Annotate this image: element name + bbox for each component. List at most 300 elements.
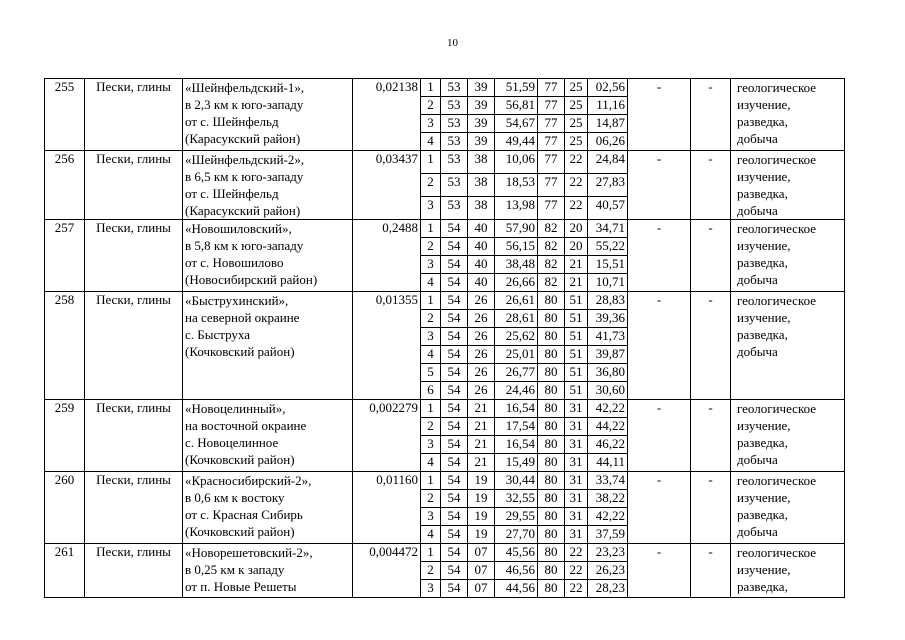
description-line: от с. Шейнфельд <box>185 186 279 201</box>
point-number: 4 <box>421 274 441 292</box>
lat-min: 26 <box>468 310 495 328</box>
lon-sec: 37,59 <box>588 526 628 544</box>
area-value: 0,02138 <box>353 79 421 151</box>
lon-sec: 42,22 <box>588 400 628 418</box>
lon-min: 22 <box>565 151 588 174</box>
lat-sec: 45,56 <box>495 544 538 562</box>
purpose-line: изучение, <box>737 418 791 433</box>
mineral-type: Пески, глины <box>85 220 183 292</box>
lon-deg: 80 <box>538 454 565 472</box>
lon-deg: 80 <box>538 490 565 508</box>
point-number: 2 <box>421 310 441 328</box>
lat-min: 39 <box>468 133 495 151</box>
lat-deg: 53 <box>441 97 468 115</box>
lon-min: 22 <box>565 197 588 220</box>
lon-min: 31 <box>565 490 588 508</box>
lon-deg: 82 <box>538 274 565 292</box>
purpose-line: геологическое <box>737 545 817 560</box>
description-line: (Кочковский район) <box>185 344 295 359</box>
lon-min: 25 <box>565 133 588 151</box>
lat-min: 40 <box>468 256 495 274</box>
point-number: 1 <box>421 220 441 238</box>
point-number: 1 <box>421 472 441 490</box>
point-number: 4 <box>421 454 441 472</box>
lon-deg: 80 <box>538 436 565 454</box>
lat-min: 38 <box>468 151 495 174</box>
lon-deg: 77 <box>538 151 565 174</box>
record-number: 260 <box>45 472 85 544</box>
lon-sec: 27,83 <box>588 174 628 197</box>
purpose-cell <box>731 151 845 220</box>
deposit-description <box>183 79 353 151</box>
purpose-cell <box>731 544 845 598</box>
lon-deg: 77 <box>538 97 565 115</box>
column-dash-2: - <box>691 292 731 400</box>
mineral-type: Пески, глины <box>85 400 183 472</box>
lat-min: 21 <box>468 454 495 472</box>
description-line: от с. Шейнфельд <box>185 114 279 129</box>
lon-deg: 77 <box>538 79 565 97</box>
lat-min: 21 <box>468 400 495 418</box>
record-number: 256 <box>45 151 85 220</box>
purpose-line: изучение, <box>737 490 791 505</box>
lon-min: 51 <box>565 346 588 364</box>
lon-deg: 77 <box>538 197 565 220</box>
area-value: 0,2488 <box>353 220 421 292</box>
lat-min: 39 <box>468 97 495 115</box>
lon-sec: 23,23 <box>588 544 628 562</box>
record-number: 261 <box>45 544 85 598</box>
lat-sec: 25,62 <box>495 328 538 346</box>
purpose-line: разведка, <box>737 186 788 201</box>
point-number: 2 <box>421 238 441 256</box>
point-number: 3 <box>421 256 441 274</box>
purpose-cell <box>731 472 845 544</box>
column-dash-2: - <box>691 400 731 472</box>
lat-min: 26 <box>468 364 495 382</box>
column-dash-2: - <box>691 544 731 598</box>
lat-sec: 16,54 <box>495 400 538 418</box>
lat-min: 39 <box>468 79 495 97</box>
deposit-description <box>183 220 353 292</box>
lon-sec: 44,11 <box>588 454 628 472</box>
lat-deg: 53 <box>441 197 468 220</box>
lat-sec: 54,67 <box>495 115 538 133</box>
record-number: 259 <box>45 400 85 472</box>
lon-sec: 40,57 <box>588 197 628 220</box>
lat-deg: 54 <box>441 310 468 328</box>
description-line: в 6,5 км к юго-западу <box>185 169 304 184</box>
point-number: 5 <box>421 364 441 382</box>
column-dash-2: - <box>691 472 731 544</box>
description-line: от п. Новые Решеты <box>185 579 297 594</box>
lat-sec: 16,54 <box>495 436 538 454</box>
column-dash-2: - <box>691 220 731 292</box>
lat-sec: 26,61 <box>495 292 538 310</box>
lat-deg: 54 <box>441 256 468 274</box>
lon-deg: 77 <box>538 133 565 151</box>
mineral-type: Пески, глины <box>85 544 183 598</box>
lon-min: 51 <box>565 382 588 400</box>
purpose-line: геологическое <box>737 152 817 167</box>
description-line: в 0,6 км к востоку <box>185 490 285 505</box>
purpose-cell <box>731 79 845 151</box>
deposit-table <box>44 78 845 598</box>
lon-sec: 44,22 <box>588 418 628 436</box>
lon-deg: 80 <box>538 544 565 562</box>
lon-min: 31 <box>565 418 588 436</box>
point-number: 1 <box>421 292 441 310</box>
column-dash-1: - <box>628 472 691 544</box>
point-number: 1 <box>421 79 441 97</box>
lon-min: 22 <box>565 174 588 197</box>
point-number: 3 <box>421 328 441 346</box>
deposit-description <box>183 292 353 400</box>
purpose-line: геологическое <box>737 80 817 95</box>
lon-min: 51 <box>565 364 588 382</box>
description-line: от с. Новошилово <box>185 255 284 270</box>
lon-min: 31 <box>565 436 588 454</box>
lon-sec: 28,83 <box>588 292 628 310</box>
lat-sec: 56,15 <box>495 238 538 256</box>
lat-min: 40 <box>468 274 495 292</box>
lat-min: 19 <box>468 508 495 526</box>
description-line: (Карасукский район) <box>185 203 301 218</box>
column-dash-1: - <box>628 220 691 292</box>
lat-deg: 53 <box>441 115 468 133</box>
column-dash-1: - <box>628 79 691 151</box>
deposit-description <box>183 472 353 544</box>
lat-min: 26 <box>468 292 495 310</box>
lon-deg: 80 <box>538 364 565 382</box>
purpose-line: разведка, <box>737 579 788 594</box>
point-number: 4 <box>421 346 441 364</box>
lon-min: 51 <box>565 310 588 328</box>
column-dash-1: - <box>628 292 691 400</box>
lat-min: 40 <box>468 238 495 256</box>
point-number: 2 <box>421 174 441 197</box>
purpose-line: изучение, <box>737 562 791 577</box>
lat-sec: 10,06 <box>495 151 538 174</box>
column-dash-1: - <box>628 400 691 472</box>
purpose-line: разведка, <box>737 114 788 129</box>
lon-sec: 02,56 <box>588 79 628 97</box>
point-number: 3 <box>421 508 441 526</box>
purpose-line: разведка, <box>737 255 788 270</box>
lat-sec: 24,46 <box>495 382 538 400</box>
description-line: от с. Красная Сибирь <box>185 507 303 522</box>
deposit-description <box>183 151 353 220</box>
lat-sec: 29,55 <box>495 508 538 526</box>
lat-sec: 56,81 <box>495 97 538 115</box>
point-number: 1 <box>421 400 441 418</box>
lon-sec: 11,16 <box>588 97 628 115</box>
table-row <box>45 544 845 562</box>
lon-deg: 80 <box>538 526 565 544</box>
lat-deg: 54 <box>441 454 468 472</box>
lat-min: 38 <box>468 197 495 220</box>
lon-sec: 34,71 <box>588 220 628 238</box>
purpose-line: изучение, <box>737 310 791 325</box>
lon-min: 51 <box>565 328 588 346</box>
lat-sec: 27,70 <box>495 526 538 544</box>
lon-min: 31 <box>565 454 588 472</box>
description-line: «Шейнфельдский-2», <box>185 152 305 167</box>
record-number: 255 <box>45 79 85 151</box>
lat-deg: 54 <box>441 364 468 382</box>
lon-sec: 38,22 <box>588 490 628 508</box>
lon-sec: 14,87 <box>588 115 628 133</box>
point-number: 6 <box>421 382 441 400</box>
lat-deg: 54 <box>441 544 468 562</box>
table-row <box>45 472 845 490</box>
lat-min: 21 <box>468 436 495 454</box>
point-number: 4 <box>421 133 441 151</box>
description-line: в 2,3 км к юго-западу <box>185 97 304 112</box>
lat-sec: 38,48 <box>495 256 538 274</box>
lon-sec: 41,73 <box>588 328 628 346</box>
description-line: в 5,8 км к юго-западу <box>185 238 304 253</box>
point-number: 3 <box>421 115 441 133</box>
description-line: на восточной окраине <box>185 418 307 433</box>
lat-deg: 54 <box>441 400 468 418</box>
lat-deg: 54 <box>441 490 468 508</box>
lon-min: 31 <box>565 472 588 490</box>
purpose-line: разведка, <box>737 435 788 450</box>
page-number: 10 <box>447 37 458 49</box>
lon-deg: 77 <box>538 115 565 133</box>
lat-sec: 32,55 <box>495 490 538 508</box>
lon-sec: 46,22 <box>588 436 628 454</box>
lat-min: 26 <box>468 382 495 400</box>
lat-sec: 18,53 <box>495 174 538 197</box>
lat-min: 19 <box>468 472 495 490</box>
purpose-cell <box>731 400 845 472</box>
record-number: 257 <box>45 220 85 292</box>
lon-min: 31 <box>565 400 588 418</box>
purpose-line: добыча <box>737 272 778 287</box>
purpose-cell <box>731 292 845 400</box>
lat-min: 07 <box>468 562 495 580</box>
lat-sec: 25,01 <box>495 346 538 364</box>
area-value: 0,004472 <box>353 544 421 598</box>
lon-deg: 80 <box>538 400 565 418</box>
lon-sec: 39,87 <box>588 346 628 364</box>
lon-deg: 80 <box>538 580 565 598</box>
lon-sec: 42,22 <box>588 508 628 526</box>
lon-deg: 82 <box>538 256 565 274</box>
lat-min: 21 <box>468 418 495 436</box>
lon-min: 31 <box>565 526 588 544</box>
lat-deg: 54 <box>441 562 468 580</box>
lon-sec: 39,36 <box>588 310 628 328</box>
description-line: с. Новоцелинное <box>185 435 279 450</box>
lon-min: 22 <box>565 580 588 598</box>
description-line: (Карасукский район) <box>185 131 301 146</box>
lon-sec: 30,60 <box>588 382 628 400</box>
lon-deg: 82 <box>538 238 565 256</box>
lat-deg: 54 <box>441 526 468 544</box>
lat-deg: 54 <box>441 418 468 436</box>
point-number: 2 <box>421 97 441 115</box>
column-dash-2: - <box>691 151 731 220</box>
lat-deg: 54 <box>441 580 468 598</box>
lon-sec: 28,23 <box>588 580 628 598</box>
area-value: 0,01355 <box>353 292 421 400</box>
lat-sec: 26,77 <box>495 364 538 382</box>
lon-sec: 33,74 <box>588 472 628 490</box>
area-value: 0,03437 <box>353 151 421 220</box>
record-number: 258 <box>45 292 85 400</box>
lat-deg: 54 <box>441 328 468 346</box>
description-line: в 0,25 км к западу <box>185 562 285 577</box>
lon-sec: 26,23 <box>588 562 628 580</box>
lat-min: 40 <box>468 220 495 238</box>
lat-sec: 51,59 <box>495 79 538 97</box>
description-line: «Новошиловский», <box>185 221 292 236</box>
lat-sec: 26,66 <box>495 274 538 292</box>
lon-sec: 55,22 <box>588 238 628 256</box>
lon-deg: 80 <box>538 562 565 580</box>
lat-deg: 54 <box>441 274 468 292</box>
lat-sec: 44,56 <box>495 580 538 598</box>
lon-min: 22 <box>565 562 588 580</box>
table-row <box>45 151 845 174</box>
lat-deg: 54 <box>441 436 468 454</box>
purpose-cell <box>731 220 845 292</box>
lon-deg: 80 <box>538 472 565 490</box>
lon-min: 20 <box>565 238 588 256</box>
purpose-line: изучение, <box>737 169 791 184</box>
column-dash-1: - <box>628 544 691 598</box>
lat-deg: 54 <box>441 346 468 364</box>
lon-deg: 80 <box>538 310 565 328</box>
description-line: с. Быструха <box>185 327 251 342</box>
lon-deg: 80 <box>538 508 565 526</box>
lon-deg: 80 <box>538 382 565 400</box>
description-line: «Быструхинский», <box>185 293 289 308</box>
point-number: 3 <box>421 197 441 220</box>
lat-min: 26 <box>468 328 495 346</box>
table-row <box>45 292 845 310</box>
lon-deg: 80 <box>538 292 565 310</box>
point-number: 1 <box>421 544 441 562</box>
column-dash-2: - <box>691 79 731 151</box>
lat-sec: 28,61 <box>495 310 538 328</box>
lon-deg: 77 <box>538 174 565 197</box>
lon-min: 25 <box>565 97 588 115</box>
table-row <box>45 220 845 238</box>
purpose-line: изучение, <box>737 238 791 253</box>
lat-deg: 53 <box>441 133 468 151</box>
purpose-line: геологическое <box>737 221 817 236</box>
lat-sec: 30,44 <box>495 472 538 490</box>
description-line: «Шейнфельдский-1», <box>185 80 305 95</box>
lat-deg: 54 <box>441 292 468 310</box>
description-line: (Кочковский район) <box>185 452 295 467</box>
lat-sec: 46,56 <box>495 562 538 580</box>
lon-min: 21 <box>565 274 588 292</box>
lon-deg: 80 <box>538 418 565 436</box>
lat-deg: 54 <box>441 382 468 400</box>
lat-sec: 17,54 <box>495 418 538 436</box>
purpose-line: добыча <box>737 203 778 218</box>
lon-deg: 82 <box>538 220 565 238</box>
lat-min: 38 <box>468 174 495 197</box>
lon-deg: 80 <box>538 328 565 346</box>
description-line: «Красносибирский-2», <box>185 473 312 488</box>
point-number: 3 <box>421 580 441 598</box>
point-number: 1 <box>421 151 441 174</box>
area-value: 0,002279 <box>353 400 421 472</box>
purpose-line: добыча <box>737 452 778 467</box>
lon-sec: 06,26 <box>588 133 628 151</box>
lat-min: 07 <box>468 544 495 562</box>
description-line: (Новосибирский район) <box>185 272 318 287</box>
lon-sec: 15,51 <box>588 256 628 274</box>
lat-min: 39 <box>468 115 495 133</box>
column-dash-1: - <box>628 151 691 220</box>
lat-sec: 49,44 <box>495 133 538 151</box>
point-number: 2 <box>421 562 441 580</box>
lat-min: 26 <box>468 346 495 364</box>
point-number: 3 <box>421 436 441 454</box>
lat-min: 19 <box>468 526 495 544</box>
purpose-line: разведка, <box>737 327 788 342</box>
purpose-line: изучение, <box>737 97 791 112</box>
mineral-type: Пески, глины <box>85 292 183 400</box>
description-line: (Кочковский район) <box>185 524 295 539</box>
lat-deg: 54 <box>441 472 468 490</box>
mineral-type: Пески, глины <box>85 472 183 544</box>
lat-deg: 53 <box>441 79 468 97</box>
lon-sec: 24,84 <box>588 151 628 174</box>
mineral-type: Пески, глины <box>85 151 183 220</box>
lon-sec: 10,71 <box>588 274 628 292</box>
purpose-line: геологическое <box>737 293 817 308</box>
lon-min: 25 <box>565 79 588 97</box>
lon-min: 20 <box>565 220 588 238</box>
purpose-line: геологическое <box>737 401 817 416</box>
purpose-line: геологическое <box>737 473 817 488</box>
description-line: на северной окраине <box>185 310 300 325</box>
lon-sec: 36,80 <box>588 364 628 382</box>
deposit-description <box>183 544 353 598</box>
lat-sec: 15,49 <box>495 454 538 472</box>
point-number: 4 <box>421 526 441 544</box>
description-line: «Новорешетовский-2», <box>185 545 313 560</box>
point-number: 2 <box>421 418 441 436</box>
lat-deg: 54 <box>441 508 468 526</box>
lat-min: 07 <box>468 580 495 598</box>
lon-min: 51 <box>565 292 588 310</box>
point-number: 2 <box>421 490 441 508</box>
table-row <box>45 79 845 97</box>
lat-deg: 54 <box>441 220 468 238</box>
purpose-line: добыча <box>737 524 778 539</box>
lon-min: 25 <box>565 115 588 133</box>
lon-min: 21 <box>565 256 588 274</box>
purpose-line: разведка, <box>737 507 788 522</box>
table-row <box>45 400 845 418</box>
deposit-description <box>183 400 353 472</box>
lat-min: 19 <box>468 490 495 508</box>
purpose-line: добыча <box>737 131 778 146</box>
description-line: «Новоцелинный», <box>185 401 286 416</box>
lon-min: 22 <box>565 544 588 562</box>
lat-sec: 57,90 <box>495 220 538 238</box>
area-value: 0,01160 <box>353 472 421 544</box>
